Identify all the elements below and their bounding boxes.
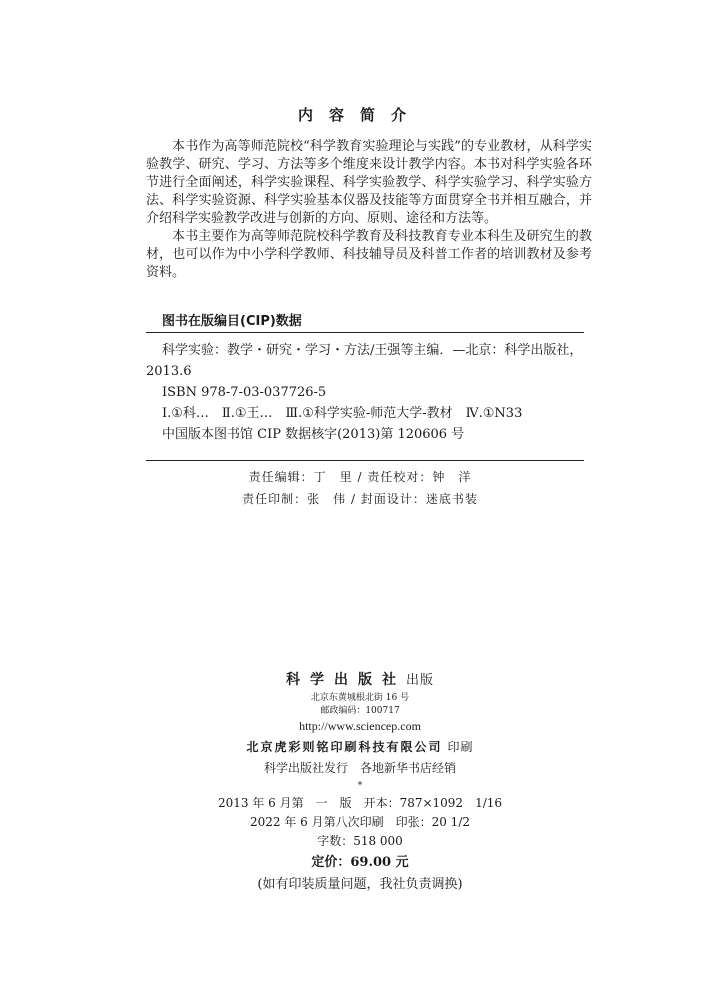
publisher-block: [0, 668, 720, 895]
publisher-url: http://www.sciencep.com: [299, 719, 421, 733]
cip-library-record: 中国版本图书馆 CIP 数据核字(2013)第 120606 号: [162, 427, 465, 442]
cip-title-line: 科学实验：教学・研究・学习・方法/王强等主编．—北京：科学出版社，: [162, 343, 583, 358]
cip-heading: 图书在版编目(CIP)数据: [162, 314, 302, 329]
publisher-address: 北京东黄城根北街 16 号: [310, 693, 410, 703]
publisher-line: [0, 668, 720, 692]
printing-line: 2022 年 6 月第八次印刷 印张：20 1/2: [249, 815, 470, 829]
word-count: 字数：518 000: [317, 834, 403, 848]
cip-bottom-rule: [146, 460, 584, 461]
intro-body: [146, 138, 592, 282]
cip-block: [146, 340, 583, 445]
intro-paragraph-2: 本书主要作为高等师范院校科学教育及科技教育专业本科生及研究生的教材，也可以作为中小学科学教师、科技辅导员及科普工作者的培训教材及参考资料。: [146, 229, 592, 280]
publisher-name: 科学出版社: [285, 672, 406, 688]
printer-line: [0, 735, 720, 758]
printer-name: 北京虎彩则铭印刷科技有限公司: [246, 740, 443, 754]
cip-top-rule: [146, 332, 584, 333]
publisher-suffix: 出版: [405, 673, 434, 688]
printer-suffix: 印刷: [447, 740, 474, 754]
distribution-line: 科学出版社发行 各地新华书店经销: [263, 761, 456, 775]
price: 定价：69.00 元: [311, 855, 409, 870]
intro-paragraph-1: 本书作为高等师范院校“科学教育实验理论与实践”的专业教材，从科学实验教学、研究、学习、方法等多个维度来设计教学内容。本书对科学实验各环节进行全面阐述，科学实验课程、科学实验教学、科学实验学习、科学实验方法、科学实验资源、科学实验基本仪器及技能等方面贯穿全书并相互融合，并介绍科学实验教学改进与创新的方向、原则、途径和方法等。: [146, 139, 592, 226]
publisher-postcode: 邮政编码：100717: [320, 706, 400, 716]
cip-isbn: ISBN 978-7-03-037726-5: [162, 385, 327, 400]
credits-print-line: 责任印制：张 伟 / 封面设计：迷底书装: [242, 492, 478, 506]
intro-title: 内容简介: [297, 106, 422, 124]
cip-classification: Ⅰ.①科… Ⅱ.①王… Ⅲ.①科学实验-师范大学-教材 Ⅳ.①N33: [162, 406, 523, 421]
edition-line: 2013 年 6 月第 一 版 开本：787×1092 1/16: [217, 796, 503, 810]
cip-date-line: 2013.6: [146, 364, 192, 379]
quality-notice: (如有印装质量问题，我社负责调换): [257, 877, 463, 892]
credits-block: [0, 466, 720, 510]
credits-editor-line: 责任编辑：丁 里 / 责任校对：钟 洋: [248, 470, 472, 484]
separator-star: *: [357, 781, 363, 791]
